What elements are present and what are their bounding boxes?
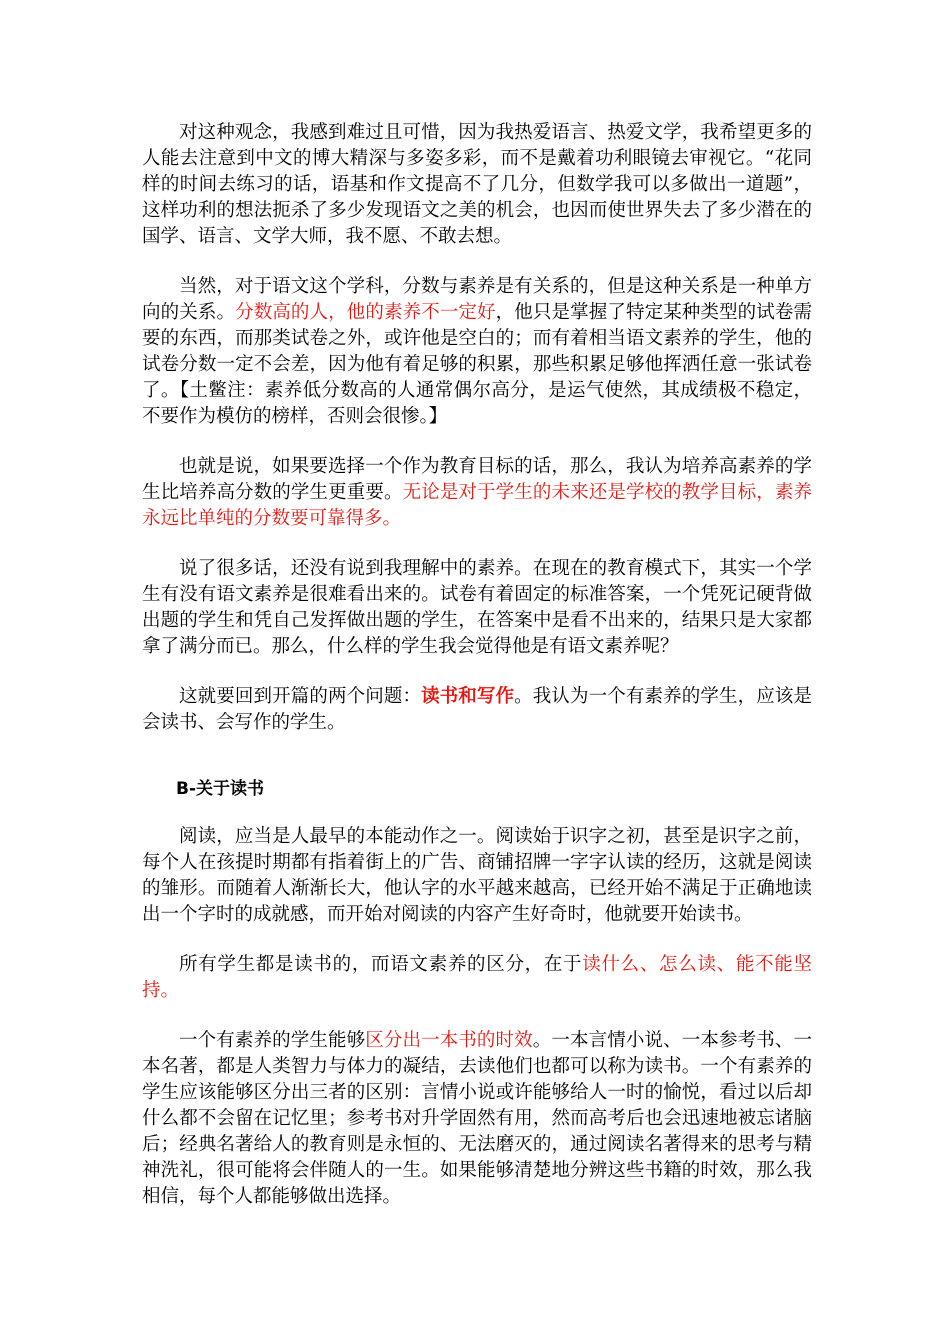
paragraph-6 [142,824,812,928]
paragraph-4-text: 说了很多话，还没有说到我理解中的素养。在现在的教育模式下，其实一个学生有没有语文素养是很难看出来的。试卷有着固定的标准答案，一个凭死记硬背做出题的学生和凭自己发挥做出题的学生，在答案中是看不出来的，结果只是大家都拿了满分而已。那么，什么样的学生我会觉得他是有语文素养呢？ [142,558,812,657]
paragraph-4 [142,556,812,660]
paragraph-3 [142,454,812,532]
document-page [142,120,812,1234]
paragraph-5-text-b: 。我认为一个有素养的学生，应该是会读书、会写作的学生。 [142,686,812,733]
paragraph-7 [142,952,812,1004]
paragraph-8-text-b: 。一本言情小说、一本参考书、一本名著，都是人类智力与体力的凝结，去读他们也都可以称为读书。一个有素养的学生应该能够区分出三者的区别：言情小说或许能够给人一时的愉悦，看过以后却什么都不会留在记忆里；参考书对升学固然有用，然而高考后也会迅速地被忘诸脑后；经典名著给人的教育则是永恒的、无法磨灭的，通过阅读名著得来的思考与精神洗礼，很可能将会伴随人的一生。如果能够清楚地分辨这些书籍的时效，那么我相信，每个人都能够做出选择。 [142,1030,812,1207]
paragraph-2-text-a: 当然，对于语文这个学科，分数与素养是有关系的，但是这种关系是一种单方向的关系。 [142,276,812,323]
paragraph-5-highlight: 读书和写作 [421,686,515,707]
paragraph-5 [142,684,812,736]
paragraph-5-text-a: 这就要回到开篇的两个问题： [179,686,422,707]
paragraph-2-highlight: 分数高的人，他的素养不一定好 [235,302,496,323]
section-heading-reading: B-关于读书 [176,779,265,799]
paragraph-1 [142,120,812,250]
paragraph-2-text-b: ，他只是掌握了特定某种类型的试卷需要的东西，而那类试卷之外，或许他是空白的；而有着相当语文素养的学生，他的试卷分数一定不会差，因为他有着足够的积累，那些积累足够他挥洒任意一张试卷了。【土鳖注：素养低分数高的人通常偶尔高分，是运气使然，其成绩极不稳定，不要作为模仿的榜样，否则会很惨。】 [142,302,812,427]
paragraph-7-text-a: 所有学生都是读书的，而语文素养的区分，在于 [179,954,583,975]
paragraph-8-highlight: 区分出一本书的时效 [365,1030,533,1051]
paragraph-6-text: 阅读，应当是人最早的本能动作之一。阅读始于识字之初，甚至是识字之前，每个人在孩提时期都有指着街上的广告、商铺招牌一字字认读的经历，这就是阅读的雏形。而随着人渐渐长大，他认字的水平越来越高，已经开始不满足于正确地读出一个字时的成就感，而开始对阅读的内容产生好奇时，他就要开始读书。 [142,826,812,925]
paragraph-2 [142,274,812,430]
paragraph-7-highlight: 读什么、怎么读、能不能坚持。 [142,954,812,1001]
paragraph-8-text-a: 一个有素养的学生能够 [179,1030,366,1051]
paragraph-1-text: 对这种观念，我感到难过且可惜，因为我热爱语言、热爱文学，我希望更多的人能去注意到中文的博大精深与多姿多彩，而不是戴着功利眼镜去审视它。“花同样的时间去练习的话，语基和作文提高不了几分，但数学我可以多做出一道题”，这样功利的想法扼杀了多少发现语文之美的机会，也因而使世界失去了多少潜在的国学、语言、文学大师，我不愿、不敢去想。 [142,122,812,247]
paragraph-8 [142,1028,812,1210]
paragraph-3-highlight: 无论是对于学生的未来还是学校的教学目标，素养永远比单纯的分数要可靠得多。 [142,482,812,529]
paragraph-3-text-a: 也就是说，如果要选择一个作为教育目标的话，那么，我认为培养高素养的学生比培养高分数的学生更重要。 [142,456,812,503]
